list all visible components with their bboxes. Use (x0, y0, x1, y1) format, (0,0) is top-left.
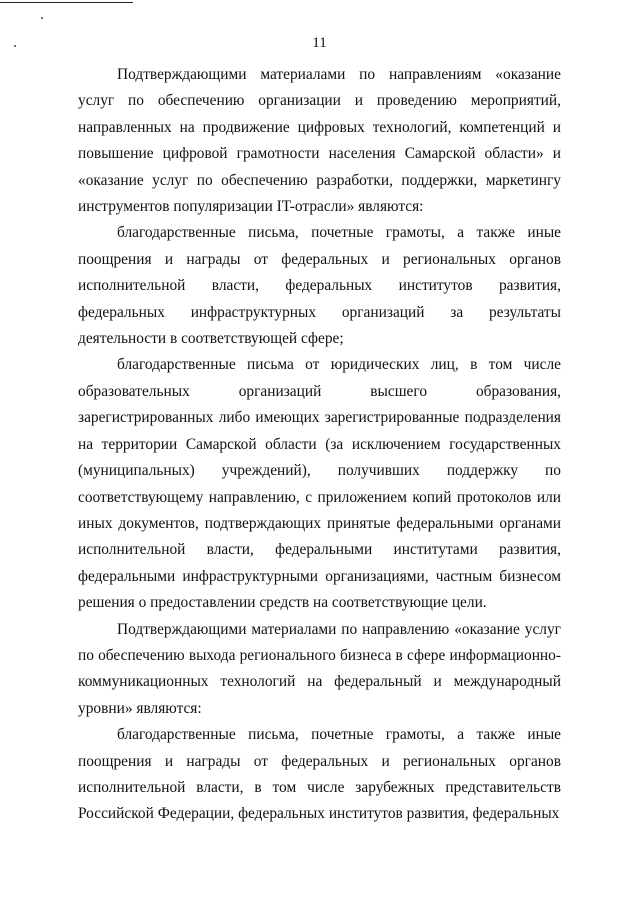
document-body (78, 62, 561, 828)
paragraph-intro-business-output: Подтверждающими материалами по направлению «оказание услуг по обеспечению выхода регионального бизнеса в сфере информационно-коммуникационных технологий на федеральный и международный уровни» являются: (78, 620, 561, 717)
paragraph-gratitude-letters-federal: благодарственные письма, почетные грамоты, а также иные поощрения и награды от федеральных и региональных органов исполнительной власти, в том числе зарубежных представительств Российской Федерации, федеральных институтов развития, федеральных (78, 726, 561, 823)
scan-artifact-dot (41, 17, 43, 19)
header-rule (0, 2, 133, 3)
page-number: 11 (312, 35, 327, 51)
paragraph-gratitude-letters-authorities: благодарственные письма, почетные грамоты, а также иные поощрения и награды от федеральных и региональных органов исполнительной власти, федеральных институтов развития, федеральных инфраструктурных организаций за результаты деятельности в соответствующей сфере; (78, 224, 561, 348)
paragraph-gratitude-letters-legal-entities: благодарственные письма от юридических лиц, в том числе образовательных организаций высшего образования, зарегистрированных либо имеющих зарегистрированные подразделения на территории Самарской области (за исключением государственных (муниципальных) учреждений), получивших поддержку по соответствующему направлению, с приложением копий протоколов или иных документов, подтверждающих принятые федеральными органами исполнительной власти, федеральными институтами развития, федеральными инфраструктурными организациями, частным бизнесом решения о предоставлении средств на соответствующие цели. (78, 356, 561, 612)
paragraph-intro-it-events: Подтверждающими материалами по направлениям «оказание услуг по обеспечению организации и проведению мероприятий, направленных на продвижение цифровых технологий, компетенций и повышение цифровой грамотности населения Самарской области» и «оказание услуг по обеспечению разработки, поддержки, маркетингу инструментов популяризации IT-отрасли» являются: (78, 66, 561, 216)
